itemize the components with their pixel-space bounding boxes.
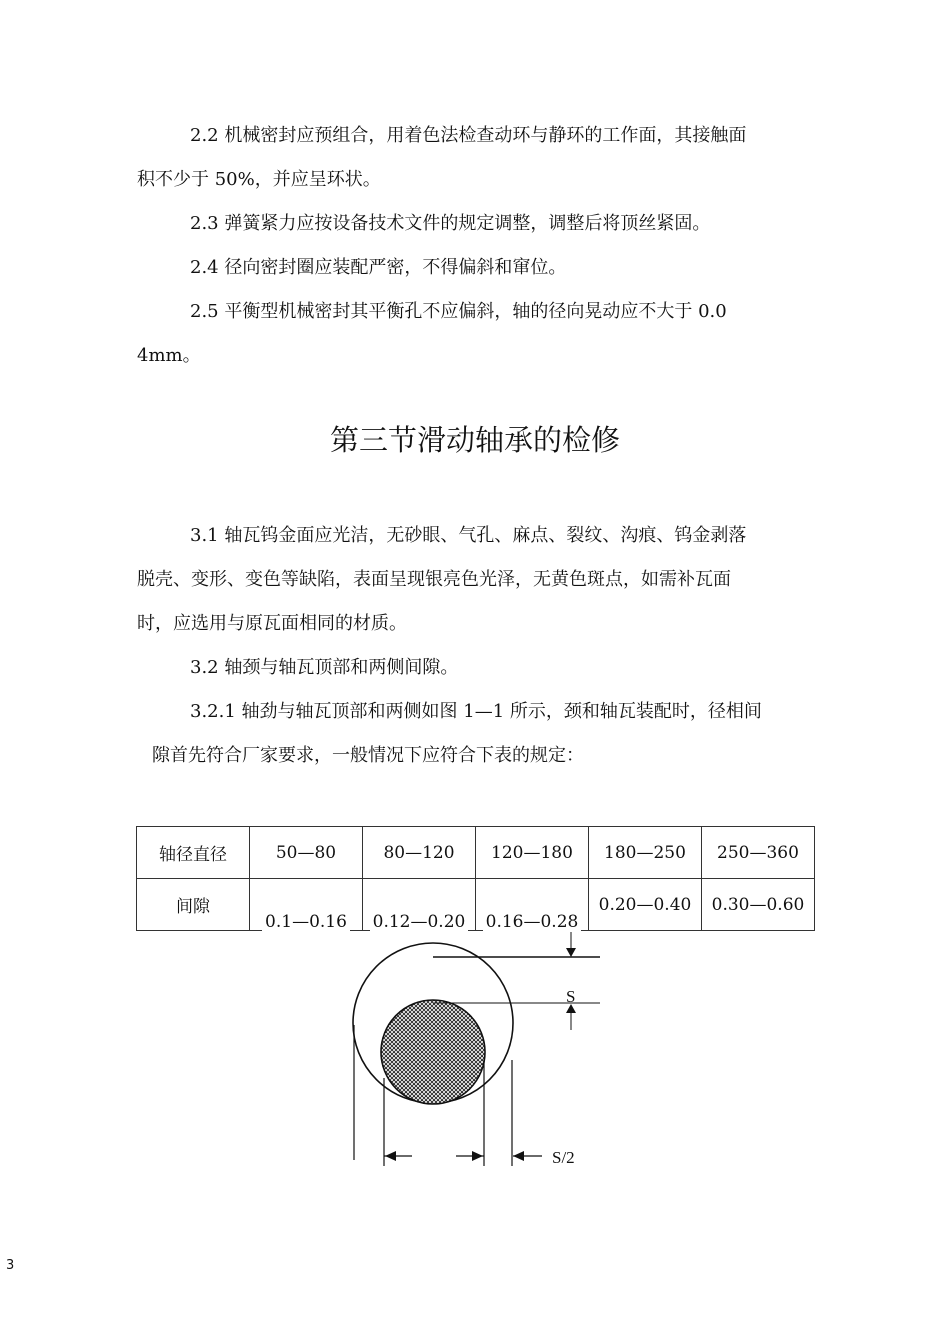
table-header-cell: 间隙: [137, 879, 250, 931]
table-cell-value: 0.1—0.16: [262, 912, 350, 932]
dimension-arrow-left-head: [385, 1151, 396, 1161]
table-header-cell: 轴径直径: [137, 827, 250, 879]
paragraph-3-2-1-line2: 隙首先符合厂家要求，一般情况下应符合下表的规定：: [152, 745, 584, 766]
figure-label-s: S: [566, 987, 576, 1006]
table-cell: 0.30—0.60: [702, 879, 815, 931]
clearance-table: [136, 826, 815, 931]
paragraph-3-2-1-line1: 3.2.1 轴劲与轴瓦顶部和两侧如图 1—1 所示，颈和轴瓦装配时，径相间: [190, 701, 762, 722]
dimension-arrow-right-head: [472, 1151, 483, 1161]
journal-shaft-circle: [381, 1000, 485, 1104]
table-cell: 50—80: [250, 827, 363, 879]
table-cell: 120—180: [476, 827, 589, 879]
paragraph-2-5-line2: 4mm。: [137, 345, 201, 366]
paragraph-3-2: 3.2 轴颈与轴瓦顶部和两侧间隙。: [190, 657, 459, 678]
table-cell-value: 0.12—0.20: [370, 912, 469, 932]
figure-label-s2: S/2: [552, 1148, 575, 1167]
s2-arrow-head: [513, 1151, 524, 1161]
table-cell: 250—360: [702, 827, 815, 879]
paragraph-3-1-line1: 3.1 轴瓦钨金面应光洁，无砂眼、气孔、麻点、裂纹、沟痕、钨金剥落: [190, 525, 747, 546]
paragraph-2-3: 2.3 弹簧紧力应按设备技术文件的规定调整，调整后将顶丝紧固。: [190, 213, 711, 234]
table-cell: 0.20—0.40: [589, 879, 702, 931]
paragraph-3-1-line3: 时，应选用与原瓦面相同的材质。: [137, 613, 407, 634]
table-cell: 80—120: [363, 827, 476, 879]
table-row: [137, 827, 815, 879]
table-cell: 180—250: [589, 827, 702, 879]
paragraph-2-5-line1: 2.5 平衡型机械密封其平衡孔不应偏斜，轴的径向晃动应不大于 0.0: [190, 301, 727, 322]
page-number: 3: [6, 1258, 15, 1273]
section-title: 第三节滑动轴承的检修: [329, 423, 620, 457]
paragraph-2-2-line2: 积不少于 50%，并应呈环状。: [137, 169, 381, 190]
paragraph-2-4: 2.4 径向密封圈应装配严密，不得偏斜和窜位。: [190, 257, 567, 278]
arrow-down-head: [566, 948, 576, 957]
bearing-clearance-figure: [330, 920, 630, 1180]
table-cell-value: 0.16—0.28: [483, 912, 582, 932]
paragraph-2-2-line1: 2.2 机械密封应预组合，用着色法检查动环与静环的工作面，其接触面: [190, 125, 747, 146]
paragraph-3-1-line2: 脱壳、变形、变色等缺陷，表面呈现银亮色光泽，无黄色斑点，如需补瓦面: [137, 569, 731, 590]
